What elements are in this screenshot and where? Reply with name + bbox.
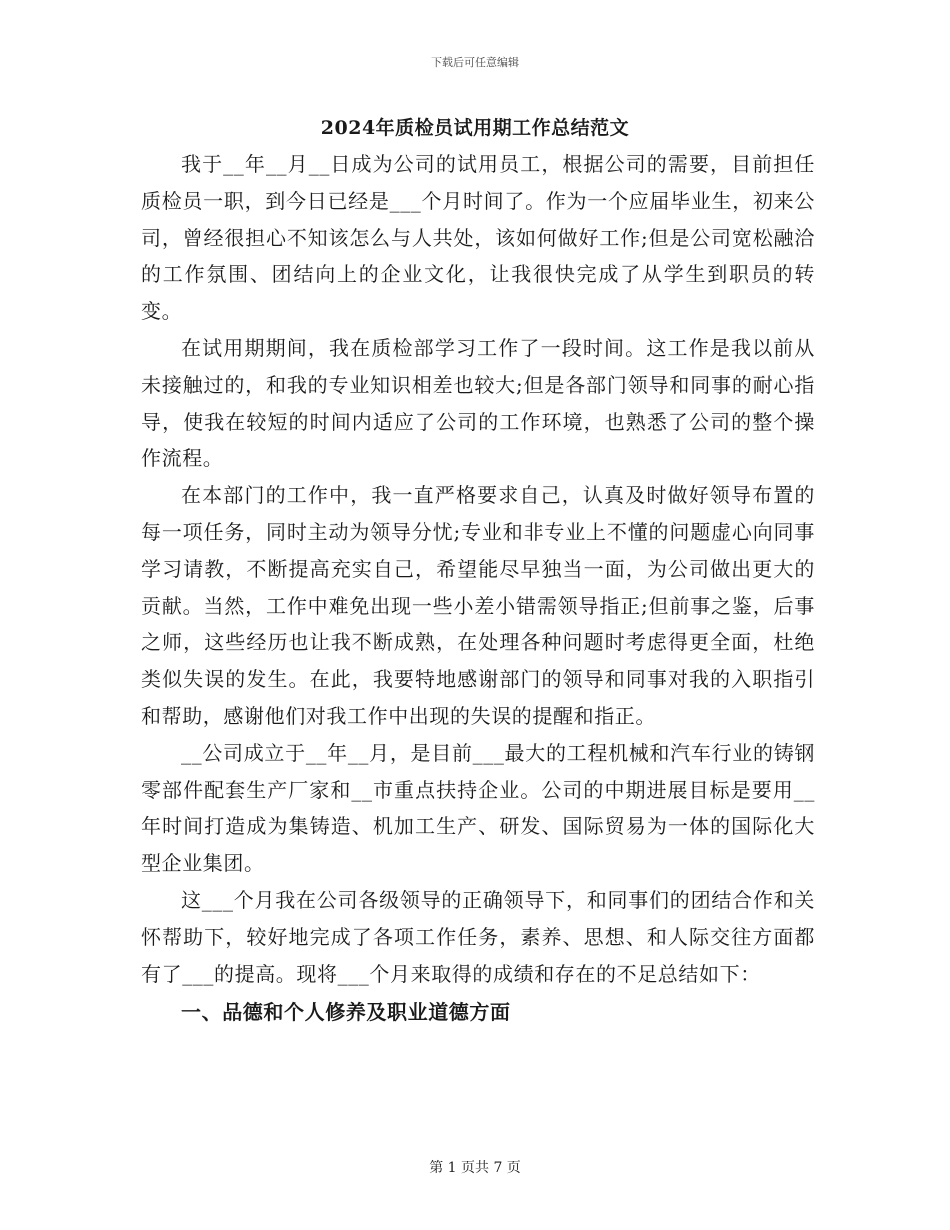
paragraph: 我于__年__月__日成为公司的试用员工，根据公司的需要，目前担任质检员一职，到今日已经是___个月时间了。作为一个应届毕业生，初来公司，曾经很担心不知该怎么与人共处，该如何做好工作;但是公司宽松融洽的工作氛围、团结向上的企业文化，让我很快完成了从学生到职员的转变。 (141, 152, 815, 324)
paragraph: 在试用期期间，我在质检部学习工作了一段时间。这工作是我以前从未接触过的，和我的专业知识相差也较大;但是各部门领导和同事的耐心指导，使我在较短的时间内适应了公司的工作环境，也熟悉了公司的整个操作流程。 (141, 335, 815, 471)
paragraph: 在本部门的工作中，我一直严格要求自己，认真及时做好领导布置的每一项任务，同时主动为领导分忧;专业和非专业上不懂的问题虚心向同事学习请教，不断提高充实自己，希望能尽早独当一面，为公司做出更大的贡献。当然，工作中难免出现一些小差小错需领导指正;但前事之鉴，后事之师，这些经历也让我不断成熟，在处理各种问题时考虑得更全面，杜绝类似失误的发生。在此，我要特地感谢部门的领导和同事对我的入职指引和帮助，感谢他们对我工作中出现的失误的提醒和指正。 (141, 483, 815, 728)
document-title: 2024年质检员试用期工作总结范文 (320, 117, 630, 139)
section-heading: 一、品德和个人修养及职业道德方面 (181, 1000, 511, 1025)
page-footer: 第 1 页共 7 页 (429, 1160, 521, 1176)
paragraph: 这___个月我在公司各级领导的正确领导下，和同事们的团结合作和关怀帮助下，较好地完成了各项工作任务，素养、思想、和人际交往方面都有了___的提高。现将___个月来取得的成绩和存在的不足总结如下： (141, 887, 815, 986)
document-body (141, 146, 815, 1031)
header-note: 下载后可任意编辑 (431, 56, 519, 69)
paragraph: __公司成立于__年__月，是目前___最大的工程机械和汽车行业的铸钢零部件配套生产厂家和__市重点扶持企业。公司的中期进展目标是要用__年时间打造成为集铸造、机加工生产、研发、国际贸易为一体的国际化大型企业集团。 (141, 740, 815, 876)
